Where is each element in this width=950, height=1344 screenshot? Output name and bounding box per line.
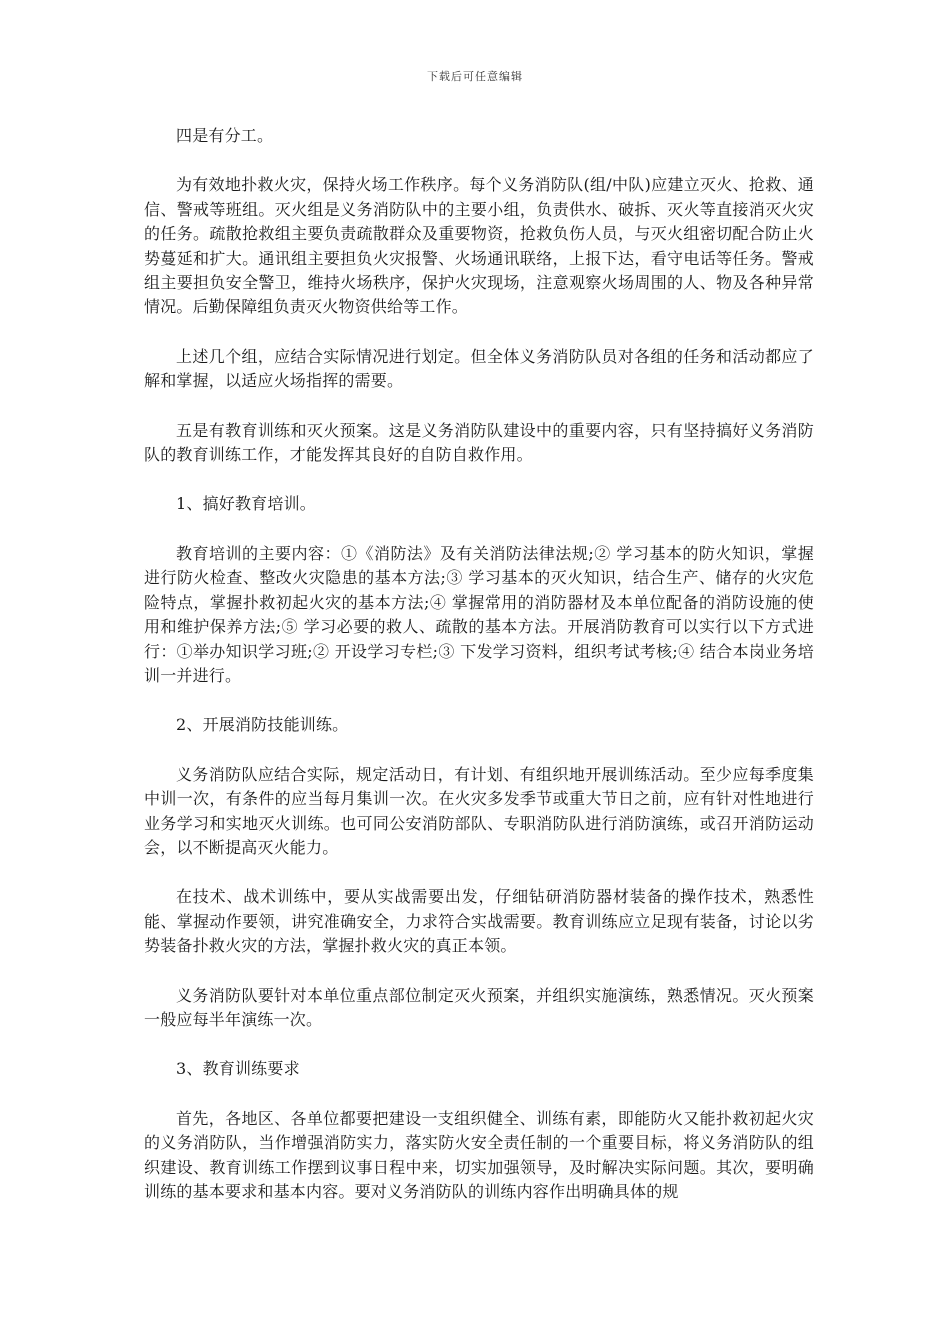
document-body — [144, 124, 814, 1229]
paragraph-requirements: 首先，各地区、各单位都要把建设一支组织健全、训练有素，即能防火又能扑救初起火灾的义务消防队，当作增强消防实力，落实防火安全责任制的一个重要目标，将义务消防队的组织建设、教育训练工作摆到议事日程中来，切实加强领导，及时解决实际问题。其次，要明确训练的基本要求和基本内容。要对义务消防队的训练内容作出明确具体的规 — [144, 1108, 814, 1201]
page-header: 下载后可任意编辑 — [427, 70, 523, 83]
heading-training-requirements: 3、教育训练要求 — [176, 1059, 300, 1079]
paragraph-division-of-labor: 四是有分工。 — [176, 126, 274, 145]
paragraph-tactical-training: 在技术、战术训练中，要从实战需要出发，仔细钻研消防器材装备的操作技术，熟悉性能、掌握动作要领，讲究准确安全，力求符合实战需要。教育训练应立足现有装备，讨论以劣势装备扑救火灾的方法，掌握扑救火灾的真正本领。 — [144, 887, 814, 956]
paragraph-skill-training: 义务消防队应结合实际，规定活动日，有计划、有组织地开展训练活动。至少应每季度集中训一次，有条件的应当每月集训一次。在火灾多发季节或重大节日之前，应有针对性地进行业务学习和实地灭火训练。也可同公安消防部队、专职消防队进行消防演练，或召开消防运动会，以不断提高灭火能力。 — [144, 764, 814, 857]
paragraph-team-groups: 为有效地扑救火灾，保持火场工作秩序。每个义务消防队(组/中队)应建立灭火、抢救、通信、警戒等班组。灭火组是义务消防队中的主要小组，负责供水、破拆、灭火等直接消灭火灾的任务。疏散抢救组主要负责疏散群众及重要物资，抢救负伤人员，与灭火组密切配合防止火势蔓延和扩大。通讯组主要担负火灾报警、火场通讯联络，上报下达，看守电话等任务。警戒组主要担负安全警卫，维持火场秩序，保护火灾现场，注意观察火场周围的人、物及各种异常情况。后勤保障组负责灭火物资供给等工作。 — [144, 175, 814, 317]
paragraph-training-and-plans: 五是有教育训练和灭火预案。这是义务消防队建设中的重要内容，只有坚持搞好义务消防队的教育训练工作，才能发挥其良好的自防自救作用。 — [144, 420, 814, 465]
heading-education-training: 1、搞好教育培训。 — [176, 494, 316, 514]
paragraph-fire-plan: 义务消防队要针对本单位重点部位制定灭火预案，并组织实施演练，熟悉情况。灭火预案一般应每半年演练一次。 — [144, 985, 814, 1029]
paragraph-training-content: 教育培训的主要内容：①《消防法》及有关消防法律法规;② 学习基本的防火知识，掌握进行防火检查、整改火灾隐患的基本方法;③ 学习基本的灭火知识，结合生产、储存的火灾危险特点，掌握扑救初起火灾的基本方法;④ 掌握常用的消防器材及本单位配备的消防设施的使用和维护保养方法;⑤ 学习必要的救人、疏散的基本方法。开展消防教育可以实行以下方式进行：①举办知识学习班;② 开设学习专栏;③ 下发学习资料，组织考试考核;④ 结合本岗业务培训一并进行。 — [144, 543, 814, 685]
heading-skill-training: 2、开展消防技能训练。 — [176, 715, 349, 735]
paragraph-group-assignment: 上述几个组，应结合实际情况进行划定。但全体义务消防队员对各组的任务和活动都应了解和掌握，以适应火场指挥的需要。 — [144, 346, 814, 391]
